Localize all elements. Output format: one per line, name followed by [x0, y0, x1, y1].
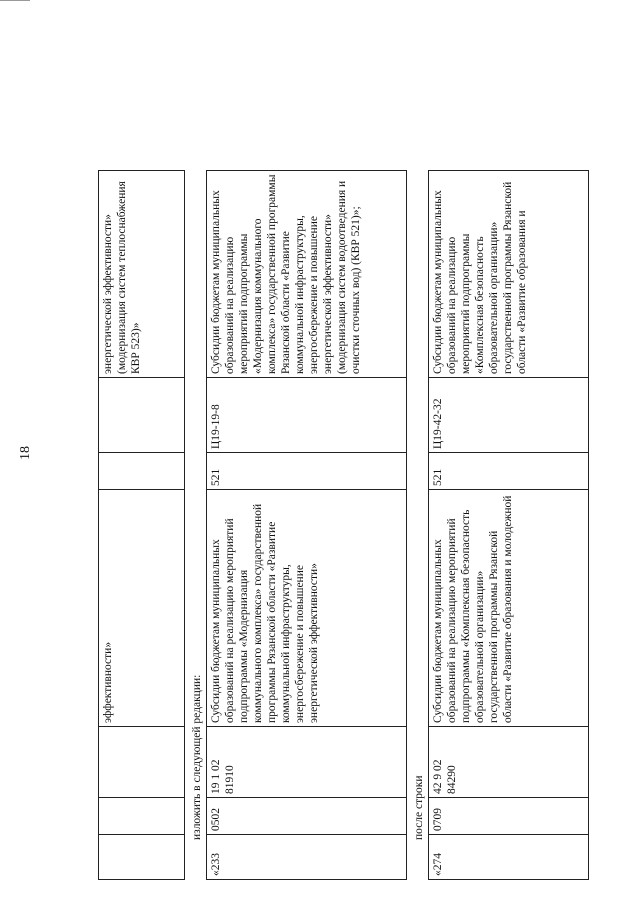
cell-name: эффективности» [99, 490, 185, 727]
cell-section: 0709 [429, 798, 589, 835]
rotated-table-content [98, 20, 588, 880]
page-number: 18 [18, 446, 33, 460]
cell-desc: Субсидии бюджетам муниципальных образований на реализацию мероприятий подпрограммы «Комплексная безопасность образовательной организации» государственной программы Рязанской области «Развитие образования и [429, 171, 589, 378]
note-after: после строки [413, 775, 425, 840]
table-row [429, 171, 589, 880]
cell-name: Субсидии бюджетам муниципальных образований на реализацию мероприятий подпрограммы «Модернизация коммунального комплекса» государственной программы Рязанской области «Развитие коммунальной инфраструктуры, энергосбережение и повышение энергетической эффективности» [207, 490, 407, 727]
table-row-233 [206, 170, 407, 880]
cell-name: Субсидии бюджетам муниципальных образований на реализацию мероприятий подпрограммы «Комплексная безопасность образовательной организации» государственной программы Рязанской области «Развитие образования и молодежной [429, 490, 589, 727]
cell-target: 42 9 02 84290 [429, 727, 589, 798]
cell-kvr: 521 [207, 453, 407, 490]
cell-num: «274 [429, 835, 589, 880]
cell-code: Ц19-42-32 [429, 378, 589, 453]
cell-code: Ц19-19-8 [207, 378, 407, 453]
table-row-274 [428, 170, 589, 880]
note-replace: изложить в следующей редакции: [191, 674, 203, 840]
cell-desc: Субсидии бюджетам муниципальных образований на реализацию мероприятий подпрограммы «Модернизация коммунального комплекса» государственной программы Рязанской области «Развитие коммунальной инфраструктуры, энергосбережение и повышение энергетической эффективности» (модернизация систем водоотведения и очистки сточных вод) (КВР 521)»; [207, 171, 407, 378]
cell-section: 0502 [207, 798, 407, 835]
cell-desc: энергетической эффективности» (модернизация систем теплоснабжения КВР 523)» [99, 171, 185, 378]
table-row [207, 171, 407, 880]
cell-kvr: 521 [429, 453, 589, 490]
cell-num: «233 [207, 835, 407, 880]
scan-edge-line [0, 0, 30, 1]
table-row [99, 171, 185, 880]
table-top-continuation [98, 170, 185, 880]
cell-target: 19 1 02 81910 [207, 727, 407, 798]
